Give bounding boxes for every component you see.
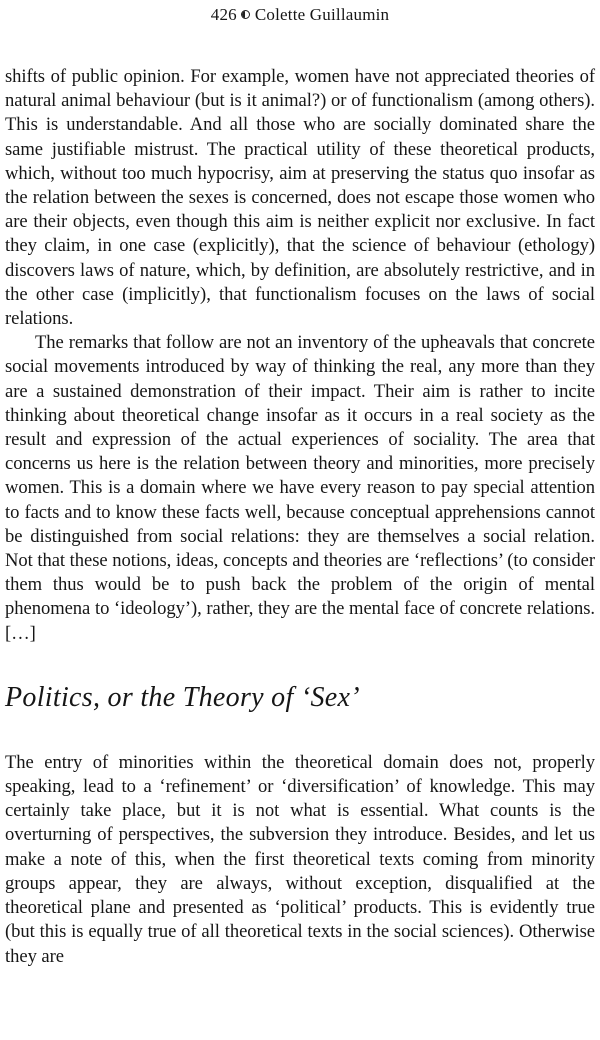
running-head-author: Colette Guillaumin (254, 5, 390, 24)
body-paragraph-1: shifts of public opinion. For example, women have not appreciated theories of natural animal behaviour (but is it animal?) or of functionalism (among others). This is understandable. And all those who are socially dominated share the same justifiable mistrust. The practical utility of these theoretical products, which, without too much hypocrisy, aim at preserving the status quo insofar as the relation between the sexes is concerned, does not escape those women who are their objects, even though this aim is neither explicit nor exclusive. In fact they claim, in one case (explicitly), that the science of behaviour (ethology) discovers laws of nature, which, by definition, are absolutely restrictive, and in the other case (implicitly), that functionalism focuses on the laws of social relations. (5, 66, 595, 330)
body-paragraph-3: The entry of minorities within the theoretical domain does not, properly speaking, lead to a ‘refinement’ or ‘diversification’ of knowledge. This may certainly take place, but it is not what is essential. What counts is the overturning of perspectives, the subversion they introduce. Besides, and let us make a note of this, when the first theoretical texts coming from minority groups appear, they are always, without exception, disqualified at the theoretical plane and presented as ‘political’ products. This is evidently true (but this is equally true of all theoretical texts in the social sciences). Otherwise they are (5, 751, 595, 967)
running-head (5, 5, 595, 29)
body-paragraph-2: The remarks that follow are not an inventory of the upheavals that concrete social movements introduced by way of thinking the real, any more than they are a sustained demonstration of their impact. Their aim is rather to incite thinking about theoretical change insofar as it occurs in a real society as the result and expression of the actual experiences of sociality. The area that concerns us here is the relation between theory and minorities, more precisely women. This is a domain where we have every reason to pay special attention to facts and to know these facts well, because conceptual apprehensions cannot be distinguished from social relations: they are themselves a social relation. Not that these notions, ideas, concepts and theories are ‘reflections’ (to consider them thus would be to push back the problem of the origin of mental phenomena to ‘ideology’), rather, they are the mental face of concrete relations. […] (5, 332, 595, 644)
page-number: 426 (210, 5, 237, 24)
section-heading: Politics, or the Theory of ‘Sex’ (5, 681, 360, 713)
moon-separator-icon (241, 10, 250, 19)
